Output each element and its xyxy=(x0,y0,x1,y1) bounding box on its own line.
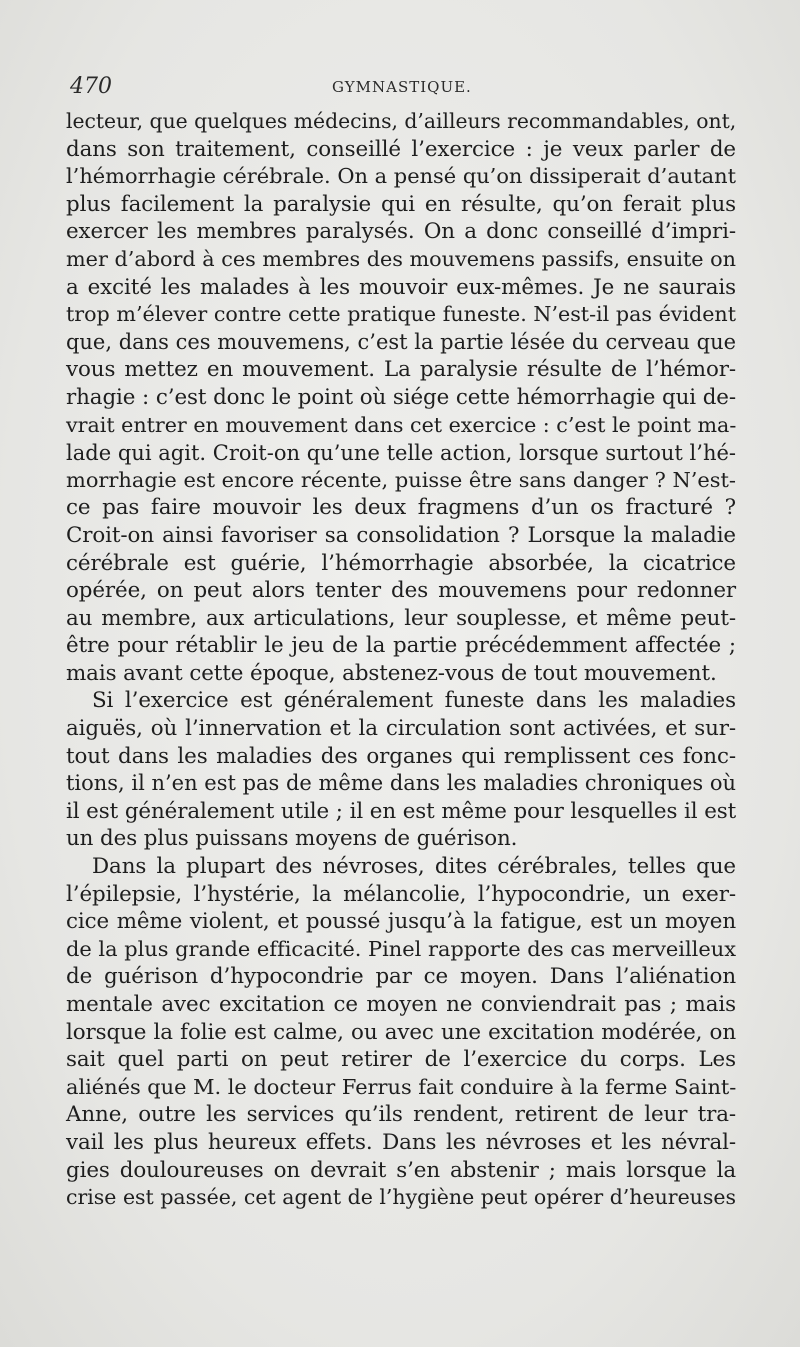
text-line: tout dans les maladies des organes qui remplissent ces fonc- xyxy=(66,743,736,769)
page-header xyxy=(70,74,740,100)
text-line: dans son traitement, conseillé l’exercice : je veux parler de xyxy=(66,136,736,162)
text-line: que, dans ces mouvemens, c’est la partie lésée du cerveau que xyxy=(66,329,736,354)
text-line: de guérison d’hypocondrie par ce moyen. Dans l’aliénation xyxy=(66,964,736,990)
text-line: l’épilepsie, l’hystérie, la mélancolie, l’hypocondrie, un exer- xyxy=(66,881,736,907)
body-text xyxy=(66,108,736,1212)
text-line: vous mettez en mouvement. La paralysie résulte de l’hémor- xyxy=(66,357,736,383)
text-line: aliénés que M. le docteur Ferrus fait conduire à la ferme Saint- xyxy=(66,1074,737,1099)
text-line: ce pas faire mouvoir les deux fragmens d’un os fracturé ? xyxy=(66,495,736,521)
text-line: plus facilement la paralysie qui en résulte, qu’on ferait plus xyxy=(66,191,736,217)
page-number: 470 xyxy=(70,74,112,99)
text-line: rhagie : c’est donc le point où siége cette hémorrhagie qui de- xyxy=(66,384,736,410)
text-line: mentale avec excitation ce moyen ne conviendrait pas ; mais xyxy=(66,992,736,1017)
text-line: vrait entrer en mouvement dans cet exercice : c’est le point ma- xyxy=(66,412,737,437)
text-line: au membre, aux articulations, leur souplesse, et même peut- xyxy=(66,605,736,631)
text-line: Si l’exercice est généralement funeste dans les maladies xyxy=(92,688,736,714)
text-line: Dans la plupart des névroses, dites cérébrales, telles que xyxy=(92,854,736,880)
text-line: l’hémorrhagie cérébrale. On a pensé qu’on dissiperait d’autant xyxy=(66,164,736,189)
text-line: cérébrale est guérie, l’hémorrhagie absorbée, la cicatrice xyxy=(66,550,736,576)
text-line: sait quel parti on peut retirer de l’exercice du corps. Les xyxy=(66,1047,736,1073)
text-line: a excité les malades à les mouvoir eux-mêmes. Je ne saurais xyxy=(66,274,736,300)
text-line: un des plus puissans moyens de guérison. xyxy=(66,826,518,852)
text-line: exercer les membres paralysés. On a donc conseillé d’impri- xyxy=(66,219,736,245)
text-line: lorsque la folie est calme, ou avec une excitation modérée, on xyxy=(66,1019,736,1045)
text-line: être pour rétablir le jeu de la partie précédemment affectée ; xyxy=(66,633,736,659)
text-line: mer d’abord à ces membres des mouvemens passifs, ensuite on xyxy=(66,246,736,271)
text-line: opérée, on peut alors tenter des mouvemens pour redonner xyxy=(66,578,736,604)
text-line: Croit-on ainsi favoriser sa consolidation ? Lorsque la maladie xyxy=(66,522,736,548)
text-line: crise est passée, cet agent de l’hygiène peut opérer d’heureuses xyxy=(66,1185,736,1210)
text-line: tions, il n’en est pas de même dans les maladies chroniques où xyxy=(66,771,736,796)
text-line: il est généralement utile ; il en est même pour lesquelles il est xyxy=(66,798,737,824)
running-title: GYMNASTIQUE. xyxy=(332,78,472,96)
text-line: lade qui agit. Croit-on qu’une telle action, lorsque surtout l’hé- xyxy=(66,440,736,466)
text-line: de la plus grande efficacité. Pinel rapporte des cas merveilleux xyxy=(66,936,736,961)
text-line: Anne, outre les services qu’ils rendent, retirent de leur tra- xyxy=(66,1102,736,1128)
text-line: lecteur, que quelques médecins, d’ailleurs recommandables, ont, xyxy=(66,109,737,133)
text-line: mais avant cette époque, abstenez-vous de tout mouvement. xyxy=(66,660,717,686)
text-line: aiguës, où l’innervation et la circulation sont activées, et sur- xyxy=(66,716,736,742)
text-line: morrhagie est encore récente, puisse être sans danger ? N’est- xyxy=(66,467,736,492)
text-line: cice même violent, et poussé jusqu’à la fatigue, est un moyen xyxy=(66,909,736,935)
text-line: trop m’élever contre cette pratique funeste. N’est-il pas évident xyxy=(66,302,736,327)
text-line: gies douloureuses on devrait s’en abstenir ; mais lorsque la xyxy=(66,1157,736,1183)
text-line: vail les plus heureux effets. Dans les névroses et les névral- xyxy=(66,1129,736,1155)
